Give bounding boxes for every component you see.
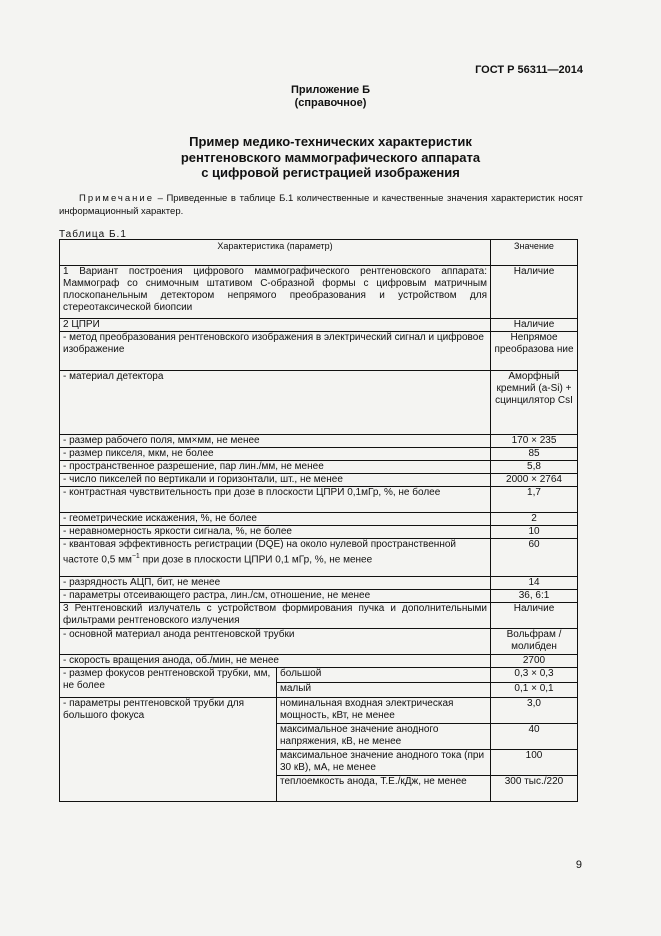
annex-type: (справочное) xyxy=(294,97,367,109)
table-row xyxy=(60,698,578,724)
table-row xyxy=(60,590,578,603)
param-text: при дозе в плоскости ЦПРИ 0,1 мГр, %, не менее xyxy=(139,554,373,566)
value-cell: 10 xyxy=(491,526,578,539)
table-row xyxy=(60,513,578,526)
value-cell: 1,7 xyxy=(491,487,578,513)
header-value: Значение xyxy=(491,240,578,266)
value-cell: 40 xyxy=(491,724,578,750)
param-cell: - пространственное разрешение, пар лин./мм, не менее xyxy=(60,461,491,474)
value-cell: 0,3 × 0,3 xyxy=(491,668,578,683)
param-cell: - размер пикселя, мкм, не более xyxy=(60,448,491,461)
value-cell: Аморфный кремний (a-Si) + сцинцилятор CsI xyxy=(491,371,578,435)
annex-label: Приложение Б xyxy=(290,84,371,96)
param-cell: 1 Вариант построения цифрового маммографического рентгеновского аппарата: Маммограф со снимочным штативом С-образной формы с цифровым матричным плоскопанельным детектором непрямого преобразования и устройством для стереотаксической биопсии xyxy=(60,266,491,319)
value-cell: 85 xyxy=(491,448,578,461)
table-row xyxy=(60,629,578,655)
param-text: - квантовая эффективность регистрации (DQE) на около нулевой пространственной частоте 0,5 мм xyxy=(63,539,456,566)
param-cell: - геометрические искажения, %, не более xyxy=(60,513,491,526)
table-row xyxy=(60,487,578,513)
sub-param-cell: максимальное значение анодного тока (при 30 кВ), мА, не менее xyxy=(277,750,491,776)
table-row xyxy=(60,371,578,435)
value-cell: 300 тыс./220 xyxy=(491,776,578,802)
param-cell: - материал детектора xyxy=(60,371,491,435)
document-title xyxy=(0,134,661,181)
value-cell: 14 xyxy=(491,577,578,590)
sub-param-cell: малый xyxy=(277,683,491,698)
value-cell: Непрямое преобразова ние xyxy=(491,332,578,371)
characteristics-table xyxy=(59,239,578,802)
annex-heading xyxy=(0,84,661,110)
sub-param-cell: максимальное значение анодного напряжения, кВ, не менее xyxy=(277,724,491,750)
table-row xyxy=(60,319,578,332)
header-param: Характеристика (параметр) xyxy=(60,240,491,266)
title-line: Пример медико-технических характеристик xyxy=(189,134,472,149)
value-cell: 2000 × 2764 xyxy=(491,474,578,487)
param-cell: 3 Рентгеновский излучатель с устройством формирования пучка и дополнительными фильтрами рентгеновского излучения xyxy=(60,603,491,629)
table-row xyxy=(60,539,578,577)
table-header-row xyxy=(60,240,578,266)
param-cell: - параметры отсеивающего растра, лин./см, отношение, не менее xyxy=(60,590,491,603)
param-cell: - число пикселей по вертикали и горизонтали, шт., не менее xyxy=(60,474,491,487)
value-cell: 100 xyxy=(491,750,578,776)
table-row xyxy=(60,474,578,487)
value-cell: Наличие xyxy=(491,266,578,319)
param-cell xyxy=(60,539,491,577)
param-cell: - контрастная чувствительность при дозе в плоскости ЦПРИ 0,1мГр, %, не более xyxy=(60,487,491,513)
page-number: 9 xyxy=(575,859,582,871)
value-cell: Вольфрам / молибден xyxy=(491,629,578,655)
value-cell: 5,8 xyxy=(491,461,578,474)
param-cell: - неравномерность яркости сигнала, %, не более xyxy=(60,526,491,539)
sub-param-cell: теплоемкость анода, Т.Е./кДж, не менее xyxy=(277,776,491,802)
note-text: – Приведенные в таблице Б.1 количественные и качественные значения характеристик носят информационный характер. xyxy=(59,193,583,217)
value-cell: 60 xyxy=(491,539,578,577)
param-cell: - метод преобразования рентгеновского изображения в электрический сигнал и цифровое изображение xyxy=(60,332,491,371)
param-cell: - разрядность АЦП, бит, не менее xyxy=(60,577,491,590)
value-cell: Наличие xyxy=(491,603,578,629)
superscript: −1 xyxy=(131,553,140,560)
value-cell: 2700 xyxy=(491,655,578,668)
table-row xyxy=(60,526,578,539)
table-row xyxy=(60,461,578,474)
value-cell: 36, 6:1 xyxy=(491,590,578,603)
table-row xyxy=(60,266,578,319)
table-row xyxy=(60,603,578,629)
title-line: с цифровой регистрацией изображения xyxy=(201,165,460,180)
sub-param-cell: номинальная входная электрическая мощность, кВт, не менее xyxy=(277,698,491,724)
standard-number: ГОСТ Р 56311—2014 xyxy=(475,64,583,76)
sub-param-cell: большой xyxy=(277,668,491,683)
value-cell: 170 × 235 xyxy=(491,435,578,448)
note-label: Примечание xyxy=(79,193,154,204)
title-line: рентгеновского маммографического аппарата xyxy=(180,149,481,165)
table-row xyxy=(60,435,578,448)
param-cell: - размер фокусов рентгеновской трубки, мм, не более xyxy=(60,668,277,698)
table-caption: Таблица Б.1 xyxy=(59,229,127,240)
table-row xyxy=(60,668,578,683)
value-cell: Наличие xyxy=(491,319,578,332)
param-cell: - размер рабочего поля, мм×мм, не менее xyxy=(60,435,491,448)
value-cell: 3,0 xyxy=(491,698,578,724)
param-cell: - основной материал анода рентгеновской трубки xyxy=(60,629,491,655)
table-row xyxy=(60,577,578,590)
param-cell: - параметры рентгеновской трубки для большого фокуса xyxy=(60,698,277,802)
param-cell: 2 ЦПРИ xyxy=(60,319,491,332)
value-cell: 2 xyxy=(491,513,578,526)
note-paragraph xyxy=(59,192,583,218)
table-row xyxy=(60,655,578,668)
value-cell: 0,1 × 0,1 xyxy=(491,683,578,698)
param-cell: - скорость вращения анода, об./мин, не менее xyxy=(60,655,491,668)
table-row xyxy=(60,332,578,371)
table-row xyxy=(60,448,578,461)
